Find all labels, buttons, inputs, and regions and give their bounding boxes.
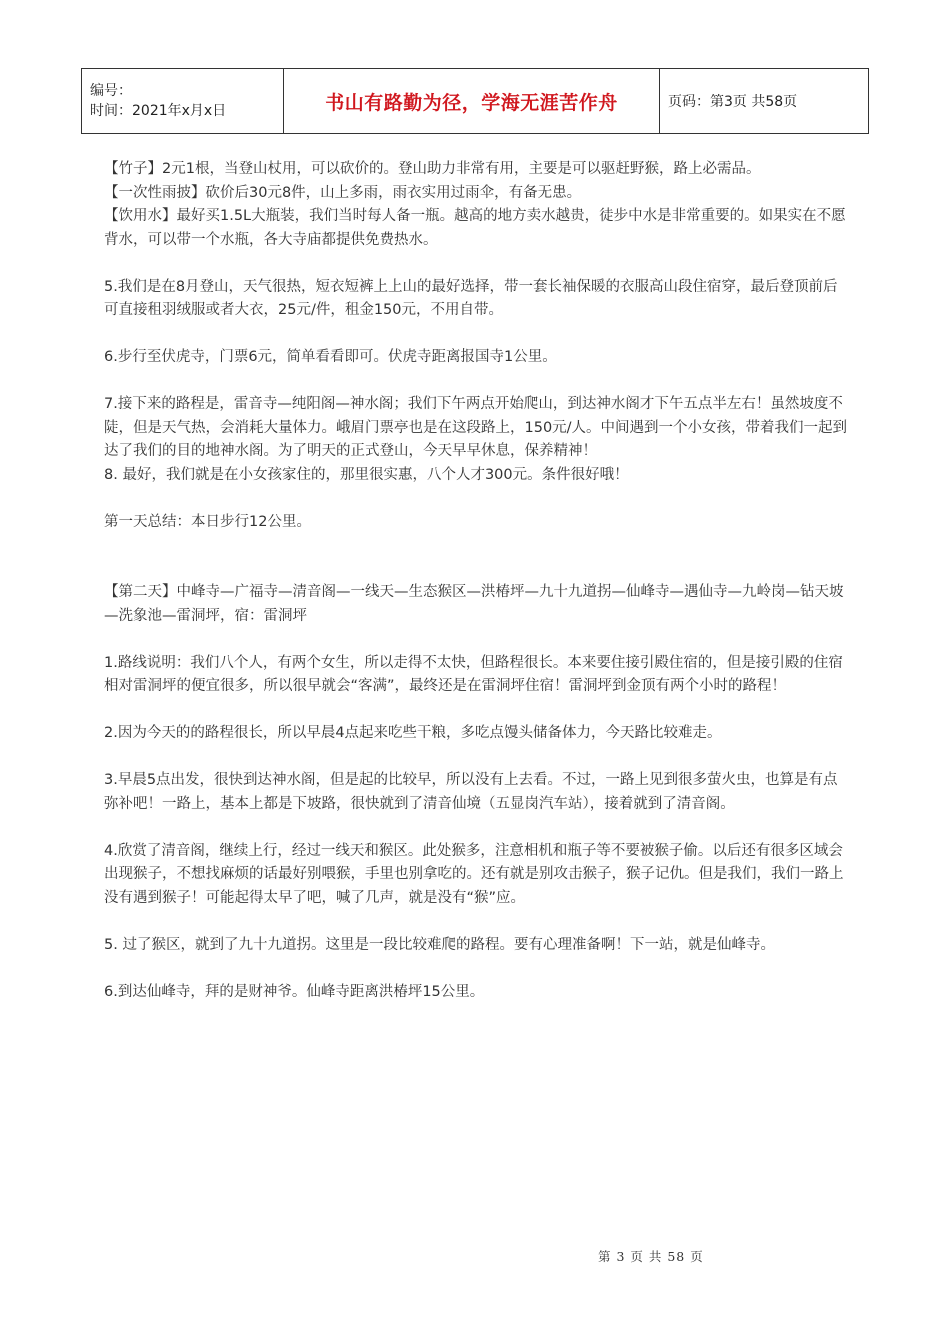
day-summary: 第一天总结：本日步行12公里。 bbox=[104, 513, 311, 530]
header-page-cell bbox=[660, 69, 868, 133]
paragraph: 4.欣赏了清音阁，继续上行，经过一线天和猴区。此处猴多，注意相机和瓶子等不要被猴子偷。以后还有很多区域会出现猴子，不想找麻烦的话最好别喂猴，手里也别拿吃的。还有就是别攻击猴子，猴子记仇。但是我们，我们一路上没有遇到猴子！可能起得太早了吧，喊了几声，就是没有“猴”应。 bbox=[104, 842, 844, 906]
paragraph: 【饮用水】最好买1.5L大瓶装，我们当时每人备一瓶。越高的地方卖水越贵，徒步中水是非常重要的。如果实在不愿背水，可以带一个水瓶，各大寺庙都提供免费热水。 bbox=[104, 208, 846, 248]
header-motto-cell bbox=[284, 69, 660, 133]
document-body bbox=[104, 158, 849, 1004]
header-meta bbox=[82, 69, 284, 133]
page-footer: 第 3 页 共 58 页 bbox=[598, 1249, 704, 1264]
paragraph: 【竹子】2元1根，当登山杖用，可以砍价的。登山助力非常有用，主要是可以驱赶野猴，路上必需品。 bbox=[104, 161, 761, 177]
paragraph: 5.我们是在8月登山，天气很热，短衣短裤上上山的最好选择，带一套长袖保暖的衣服高山段住宿穿，最后登顶前后可直接租羽绒服或者大衣，25元/件，租金150元，不用自带。 bbox=[104, 278, 838, 318]
document-time-label: 时间：2021年x月x日 bbox=[90, 103, 227, 119]
paragraph: 8. 最好，我们就是在小女孩家住的，那里很实惠，八个人才300元。条件很好哦！ bbox=[104, 466, 629, 483]
document-number-label: 编号： bbox=[90, 83, 132, 99]
paragraph: 6.步行至伏虎寺，门票6元，简单看看即可。伏虎寺距离报国寺1公里。 bbox=[104, 349, 557, 365]
paragraph: 6.到达仙峰寺，拜的是财神爷。仙峰寺距离洪椿坪15公里。 bbox=[104, 983, 485, 1000]
header-motto: 书山有路勤为径，学海无涯苦作舟 bbox=[325, 91, 618, 114]
header-page-number: 页码：第3页 共58页 bbox=[668, 94, 798, 110]
day-two-heading: 【第二天】中峰寺—广福寺—清音阁—一线天—生态猴区—洪椿坪—九十九道拐—仙峰寺—遇仙寺—九岭岗—钻天坡—洗象池—雷洞坪，宿：雷洞坪 bbox=[104, 584, 844, 624]
paragraph: 7.接下来的路程是，雷音寺—纯阳阁—神水阁；我们下午两点开始爬山，到达神水阁才下午五点半左右！虽然坡度不陡，但是天气热，会消耗大量体力。峨眉门票亭也是在这段路上，150元/人。中间遇到一个小女孩，带着我们一起到达了我们的目的地神水阁。为了明天的正式登山，今天早早休息，保养精神！ bbox=[104, 396, 848, 459]
paragraph: 3.早晨5点出发，很快到达神水阁，但是起的比较早，所以没有上去看。不过，一路上见到很多萤火虫，也算是有点弥补吧！一路上，基本上都是下坡路，很快就到了清音仙境（五显岗汽车站），接着就到了清音阁。 bbox=[104, 772, 838, 812]
paragraph: 【一次性雨披】砍价后30元8件，山上多雨，雨衣实用过雨伞，有备无患。 bbox=[104, 184, 582, 201]
paragraph: 5. 过了猴区，就到了九十九道拐。这里是一段比较难爬的路程。要有心理准备啊！下一站，就是仙峰寺。 bbox=[104, 936, 775, 953]
page-header bbox=[81, 68, 869, 134]
paragraph: 2.因为今天的的路程很长，所以早晨4点起来吃些干粮，多吃点馒头储备体力，今天路比较难走。 bbox=[104, 725, 722, 741]
paragraph: 1.路线说明：我们八个人，有两个女生，所以走得不太快，但路程很长。本来要住接引殿住宿的，但是接引殿的住宿相对雷洞坪的便宜很多，所以很早就会“客满”，最终还是在雷洞坪住宿！雷洞坪到金顶有两个小时的路程！ bbox=[104, 654, 843, 694]
